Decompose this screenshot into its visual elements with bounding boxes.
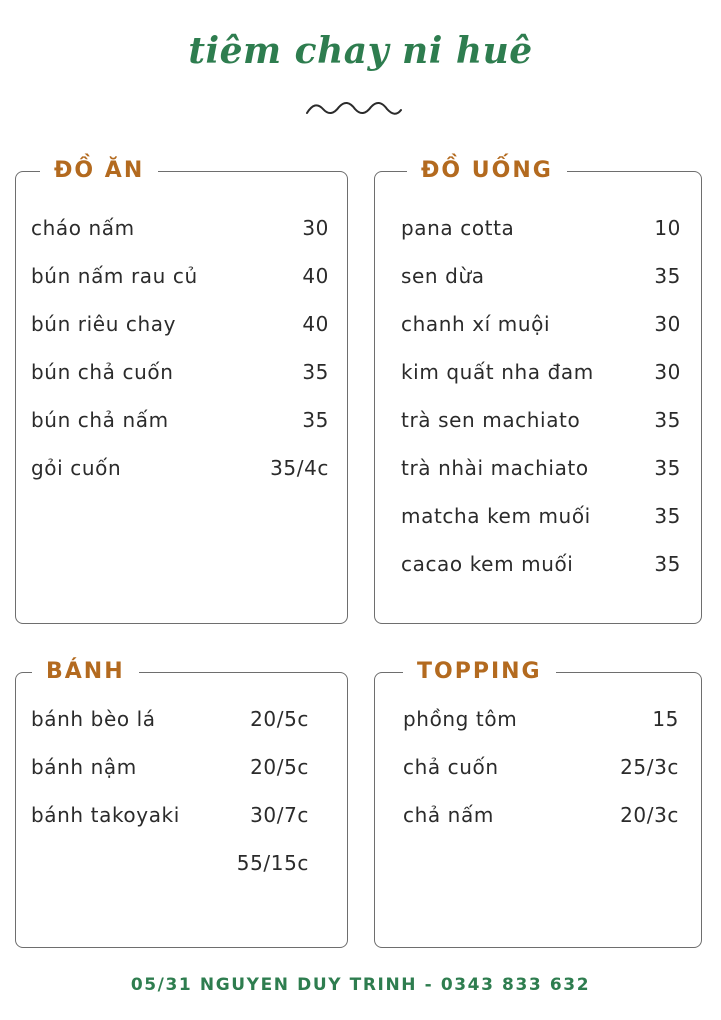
item-price: 35 [654, 408, 681, 432]
restaurant-title: tiêm chay ni huê [188, 30, 533, 72]
item-price: 35 [654, 552, 681, 576]
section-title-do-an: ĐỒ ĂN [40, 156, 158, 186]
menu-list-topping [403, 707, 679, 851]
item-price: 30 [302, 216, 329, 240]
item-name: bánh takoyaki [31, 803, 180, 827]
section-title-do-uong: ĐỒ UỐNG [407, 156, 567, 186]
item-price: 35 [654, 504, 681, 528]
item-name: trà sen machiato [401, 408, 581, 432]
item-name: chả nấm [403, 803, 494, 827]
item-name: gỏi cuốn [31, 456, 122, 480]
menu-list-banh [31, 707, 309, 899]
item-price: 35 [302, 360, 329, 384]
item-price: 15 [652, 707, 679, 731]
item-price: 35/4c [270, 456, 329, 480]
item-price: 20/3c [620, 803, 679, 827]
menu-item [31, 408, 329, 456]
menu-item [401, 312, 681, 360]
menu-item [403, 707, 679, 755]
menu-item [401, 456, 681, 504]
item-price: 40 [302, 312, 329, 336]
menu-item [401, 408, 681, 456]
item-name: sen dừa [401, 264, 485, 288]
item-price: 20/5c [250, 755, 309, 779]
menu-item [31, 707, 309, 755]
menu-item [31, 851, 309, 899]
item-price: 55/15c [236, 851, 309, 875]
squiggle-divider-icon [305, 98, 403, 120]
section-title-banh: BÁNH [32, 657, 139, 687]
menu-item [403, 803, 679, 851]
section-banh [15, 659, 348, 948]
item-price: 35 [654, 264, 681, 288]
item-price: 10 [654, 216, 681, 240]
item-name: trà nhài machiato [401, 456, 589, 480]
item-price: 25/3c [620, 755, 679, 779]
menu-item [31, 456, 329, 504]
section-do-an [15, 158, 348, 624]
menu-item [401, 552, 681, 600]
item-name: bánh nậm [31, 755, 137, 779]
item-name: phồng tôm [403, 707, 518, 731]
menu-item [401, 216, 681, 264]
item-name: bún chả cuốn [31, 360, 174, 384]
menu-item [31, 755, 309, 803]
menu-item [31, 360, 329, 408]
item-name: cacao kem muối [401, 552, 574, 576]
item-price: 30 [654, 312, 681, 336]
item-price: 20/5c [250, 707, 309, 731]
menu-list-do-an [31, 216, 329, 504]
section-do-uong [374, 158, 702, 624]
item-name: bún riêu chay [31, 312, 177, 336]
item-price: 40 [302, 264, 329, 288]
menu-list-do-uong [401, 216, 681, 600]
menu-item [31, 264, 329, 312]
item-price: 35 [302, 408, 329, 432]
item-price: 35 [654, 456, 681, 480]
menu-item [31, 803, 309, 851]
item-name: bún nấm rau củ [31, 264, 198, 288]
item-price: 30/7c [250, 803, 309, 827]
item-name: chả cuốn [403, 755, 499, 779]
menu-item [401, 504, 681, 552]
menu-item [31, 216, 329, 264]
item-name: cháo nấm [31, 216, 135, 240]
item-name: bún chả nấm [31, 408, 169, 432]
section-title-topping: TOPPING [403, 657, 556, 687]
address-phone-footer: 05/31 NGUYEN DUY TRINH - 0343 833 632 [130, 975, 591, 995]
item-name: matcha kem muối [401, 504, 591, 528]
menu-item [401, 360, 681, 408]
item-name: kim quất nha đam [401, 360, 594, 384]
menu-item [403, 755, 679, 803]
item-name: pana cotta [401, 216, 515, 240]
item-name: bánh bèo lá [31, 707, 156, 731]
menu-item [31, 312, 329, 360]
item-price: 30 [654, 360, 681, 384]
menu-item [401, 264, 681, 312]
section-topping [374, 659, 702, 948]
item-name: chanh xí muội [401, 312, 551, 336]
